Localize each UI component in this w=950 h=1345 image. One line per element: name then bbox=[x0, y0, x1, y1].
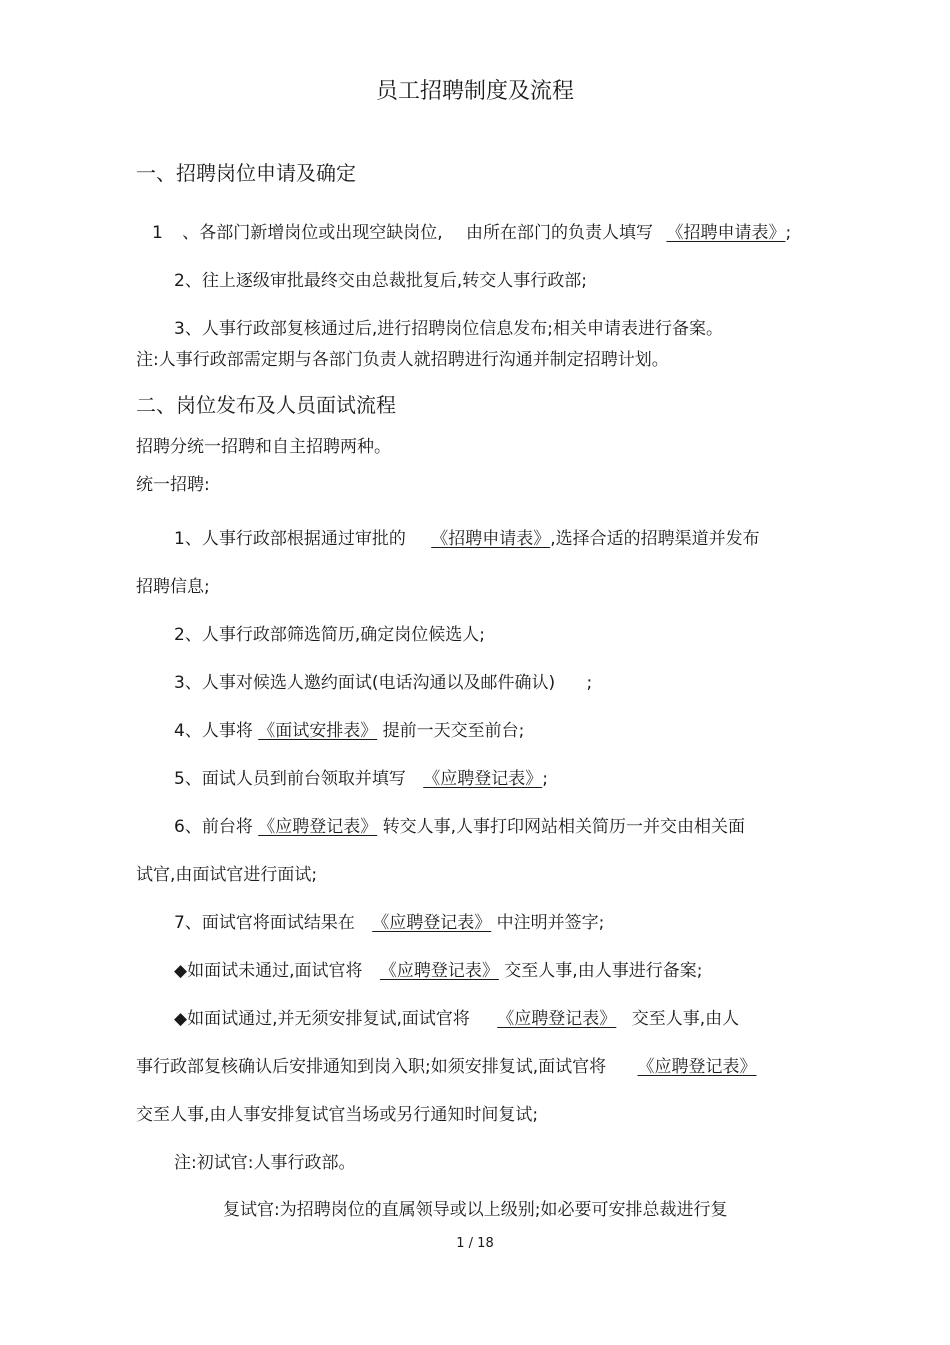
s1-item-1-tail: ; bbox=[785, 223, 792, 243]
s2-bullet-2-line2-a: 事行政部复核确认后安排通知到岗入职;如须安排复试,面试官将 bbox=[136, 1057, 607, 1077]
s2-step-5-b: ; bbox=[542, 769, 548, 789]
s2-step-4 bbox=[174, 720, 524, 742]
form-ref-applicant-registration-1: 《应聘登记表》 bbox=[423, 769, 543, 789]
page-number: 1 / 18 bbox=[456, 1236, 494, 1251]
s2-step-3 bbox=[174, 672, 592, 694]
s1-item-1-text-b: 由所在部门的负责人填写 bbox=[466, 223, 654, 243]
s2-bullet-2 bbox=[174, 1008, 739, 1030]
s2-bullet-2-line2 bbox=[136, 1056, 757, 1078]
s2-bullet-2-line3: 交至人事,由人事安排复试官当场或另行通知时间复试; bbox=[136, 1105, 539, 1125]
s1-note: 注:人事行政部需定期与各部门负责人就招聘进行沟通并制定招聘计划。 bbox=[136, 350, 669, 370]
page-title: 员工招聘制度及流程 bbox=[375, 79, 574, 104]
s2-step-7-b: 中注明并签字; bbox=[496, 913, 605, 933]
s2-step-6 bbox=[174, 816, 745, 838]
form-ref-applicant-registration-2: 《应聘登记表》 bbox=[258, 817, 378, 837]
form-ref-applicant-registration-5: 《应聘登记表》 bbox=[497, 1009, 617, 1029]
s2-bullet-2-a: ◆如面试通过,并无须安排复试,面试官将 bbox=[174, 1009, 470, 1029]
s2-step-3-a: 3、人事对候选人邀约面试(电话沟通以及邮件确认) bbox=[174, 673, 556, 693]
s2-step-2: 2、人事行政部筛选简历,确定岗位候选人; bbox=[174, 625, 485, 645]
s2-step-1-b: ,选择合适的招聘渠道并发布 bbox=[550, 529, 760, 549]
section-2-heading: 二、岗位发布及人员面试流程 bbox=[136, 393, 396, 417]
s2-note-1: 注:初试官:人事行政部。 bbox=[174, 1153, 356, 1173]
s2-step-4-b: 提前一天交至前台; bbox=[382, 721, 525, 741]
s1-item-1-text-a: 、各部门新增岗位或出现空缺岗位, bbox=[182, 223, 443, 243]
section-1-heading: 一、招聘岗位申请及确定 bbox=[136, 161, 356, 185]
form-ref-recruit-application: 《招聘申请表》 bbox=[666, 223, 786, 243]
s2-bullet-1 bbox=[174, 960, 702, 982]
s2-step-1-cont: 招聘信息; bbox=[136, 577, 210, 597]
s1-item-3: 3、人事行政部复核通过后,进行招聘岗位信息发布;相关申请表进行备案。 bbox=[174, 319, 723, 339]
s2-bullet-1-a: ◆如面试未通过,面试官将 bbox=[174, 961, 363, 981]
form-ref-applicant-registration-4: 《应聘登记表》 bbox=[379, 961, 499, 981]
s2-step-4-a: 4、人事将 bbox=[174, 721, 253, 741]
s2-intro: 招聘分统一招聘和自主招聘两种。 bbox=[136, 437, 391, 457]
s1-item-1-num: 1 bbox=[152, 223, 163, 243]
form-ref-applicant-registration-6: 《应聘登记表》 bbox=[637, 1057, 757, 1077]
form-ref-applicant-registration-3: 《应聘登记表》 bbox=[372, 913, 492, 933]
s2-step-7 bbox=[174, 912, 604, 934]
form-ref-recruit-application-2: 《招聘申请表》 bbox=[431, 529, 551, 549]
s2-step-3-b: ; bbox=[586, 673, 593, 693]
s2-note-2: 复试官:为招聘岗位的直属领导或以上级别;如必要可安排总裁进行复 bbox=[223, 1200, 728, 1220]
s2-subheading: 统一招聘: bbox=[136, 475, 210, 495]
s2-step-6-a: 6、前台将 bbox=[174, 817, 253, 837]
s2-step-1 bbox=[174, 528, 760, 550]
s2-step-5 bbox=[174, 768, 548, 790]
s2-step-6-b: 转交人事,人事打印网站相关简历一并交由相关面 bbox=[382, 817, 746, 837]
s1-item-1 bbox=[152, 222, 791, 244]
s2-bullet-2-b: 交至人事,由人 bbox=[631, 1009, 740, 1029]
s1-item-2: 2、往上逐级审批最终交由总裁批复后,转交人事行政部; bbox=[174, 271, 587, 291]
s2-step-7-a: 7、面试官将面试结果在 bbox=[174, 913, 355, 933]
s2-step-5-a: 5、面试人员到前台领取并填写 bbox=[174, 769, 406, 789]
s2-step-6-cont: 试官,由面试官进行面试; bbox=[136, 865, 318, 885]
s2-bullet-1-b: 交至人事,由人事进行备案; bbox=[504, 961, 703, 981]
form-ref-interview-schedule: 《面试安排表》 bbox=[258, 721, 378, 741]
s2-step-1-a: 1、人事行政部根据通过审批的 bbox=[174, 529, 406, 549]
